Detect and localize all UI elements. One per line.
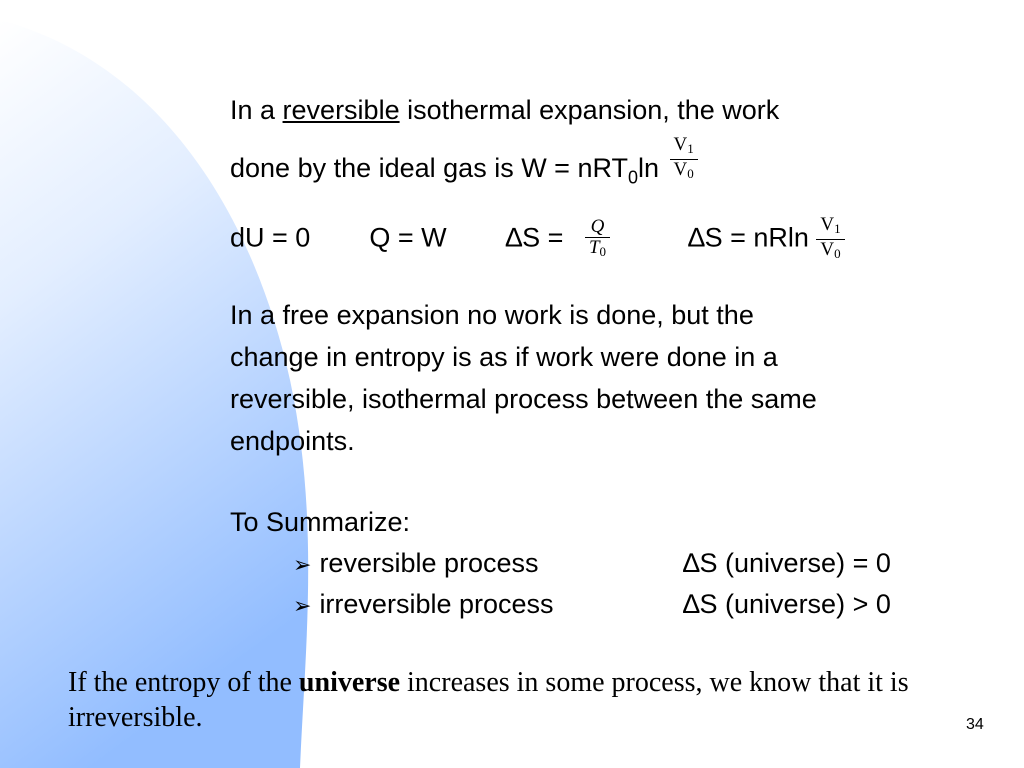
q-numerator: Q bbox=[590, 216, 605, 237]
underlined-word-reversible: reversible bbox=[282, 95, 400, 125]
volume-ratio-fraction-2 bbox=[816, 215, 844, 264]
fraction-numerator: V bbox=[673, 134, 688, 155]
t-denominator: T bbox=[588, 237, 600, 258]
temperature-subscript: 0 bbox=[627, 167, 638, 188]
reversible-line-1 bbox=[230, 94, 779, 126]
fraction-denominator: V bbox=[673, 159, 688, 180]
summary-result: ∆S (universe) > 0 bbox=[683, 589, 891, 619]
fraction2-denominator: V bbox=[820, 239, 835, 260]
arrow-bullet-icon: ➢ bbox=[293, 552, 312, 577]
ln-text: ln bbox=[638, 153, 660, 183]
text-line1-rest: isothermal expansion, the work bbox=[399, 95, 780, 125]
page-number: 34 bbox=[966, 716, 984, 733]
summary-item-reversible bbox=[293, 547, 891, 581]
entropy-equation-2: ∆S = nRln bbox=[688, 222, 809, 253]
summary-process-label: reversible process bbox=[319, 548, 539, 578]
free-expansion-line-4: endpoints. bbox=[230, 426, 355, 456]
footer-prefix: If the entropy of the bbox=[68, 667, 299, 698]
footer-note bbox=[68, 665, 988, 735]
denominator-subscript: 0 bbox=[687, 166, 694, 181]
summary-result: ∆S (universe) = 0 bbox=[683, 548, 891, 578]
work-equation-text: done by the ideal gas is W = nRT bbox=[230, 153, 628, 183]
fraction2-num-subscript: 1 bbox=[834, 221, 841, 236]
q-over-t-fraction bbox=[585, 217, 610, 262]
volume-ratio-fraction bbox=[670, 135, 698, 184]
summary-title: To Summarize: bbox=[230, 507, 411, 537]
du-equation: dU = 0 bbox=[230, 222, 311, 253]
summary-process-label: irreversible process bbox=[319, 589, 554, 619]
text-prefix: In a bbox=[230, 95, 283, 125]
numerator-subscript: 1 bbox=[687, 141, 694, 156]
footer-rest: increases in some process, we know that it is irreversible. bbox=[68, 667, 909, 733]
fraction2-den-subscript: 0 bbox=[834, 246, 841, 261]
summary-item-irreversible bbox=[293, 588, 891, 622]
free-expansion-line-2: change in entropy is as if work were done in a bbox=[230, 342, 778, 372]
t-subscript: 0 bbox=[599, 244, 607, 259]
entropy-equation-1: ∆S = bbox=[505, 222, 564, 253]
reversible-line-2 bbox=[230, 135, 701, 193]
qw-equation: Q = W bbox=[369, 222, 447, 253]
fraction2-numerator: V bbox=[820, 214, 835, 235]
arrow-bullet-icon: ➢ bbox=[293, 593, 312, 618]
footer-bold-word: universe bbox=[298, 667, 401, 698]
equations-line bbox=[230, 215, 848, 264]
free-expansion-line-1: In a free expansion no work is done, but the bbox=[230, 300, 754, 330]
free-expansion-line-3: reversible, isothermal process between the same bbox=[230, 384, 817, 414]
